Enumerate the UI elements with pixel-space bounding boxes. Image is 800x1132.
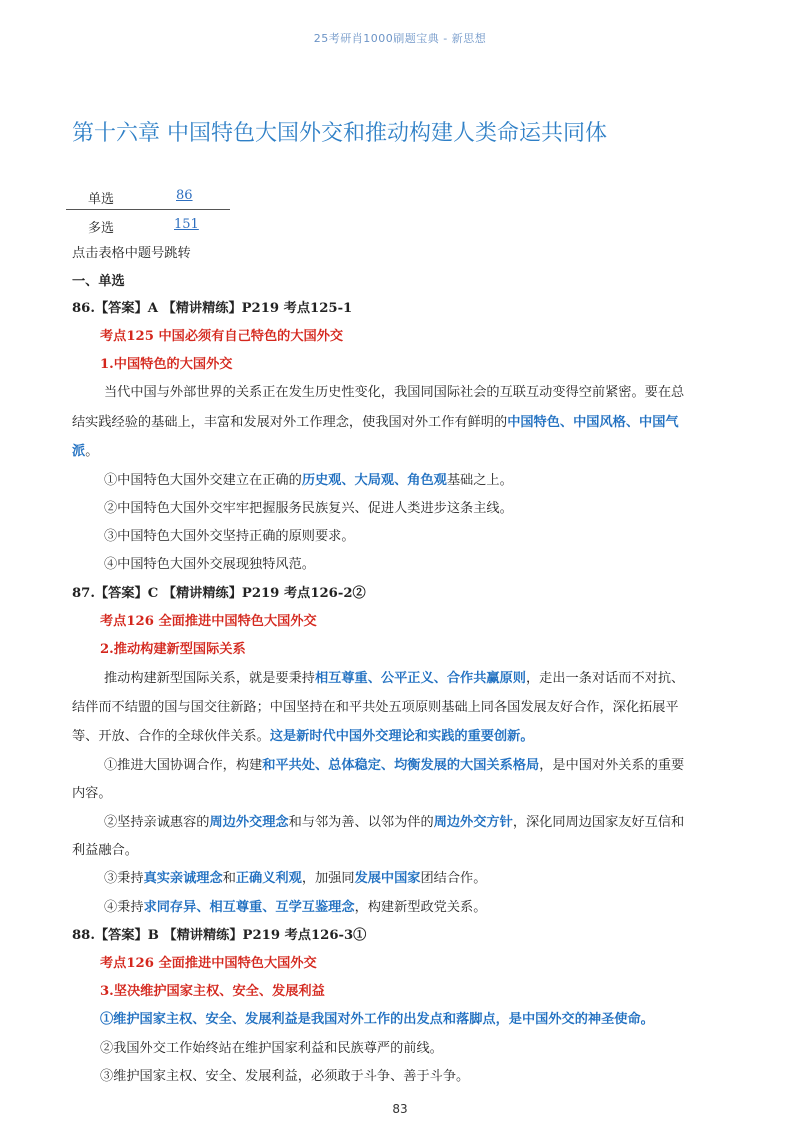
- highlight: 中国特色、中国风格、中国气: [507, 415, 679, 430]
- toc-label: 多选: [88, 221, 115, 236]
- section-heading: 一、单选: [72, 274, 125, 289]
- kaodian-title: 考点126 全面推进中国特色大国外交: [100, 956, 317, 971]
- list-item-highlight: ①维护国家主权、安全、发展利益是我国对外工作的出发点和落脚点，是中国外交的神圣使命。: [100, 1012, 654, 1027]
- list-item: ②中国特色大国外交牢牢把握服务民族复兴、促进人类进步这条主线。: [104, 501, 513, 516]
- answer-heading-88: 88.【答案】B 【精讲精练】P219 考点126-3①: [72, 928, 367, 943]
- paragraph-line: 结伴而不结盟的国与国交往新路；中国坚持在和平共处五项原则基础上同各国发展友好合作，深化拓展平: [72, 700, 679, 715]
- list-item: ④中国特色大国外交展现独特风范。: [104, 557, 315, 572]
- list-item: ①中国特色大国外交建立在正确的历史观、大局观、角色观基础之上。: [104, 473, 513, 488]
- highlight: 求同存异、相互尊重、互学互鉴理念: [143, 900, 355, 915]
- list-item: ①推进大国协调合作，构建和平共处、总体稳定、均衡发展的大国关系格局，是中国对外关系的重要: [104, 758, 685, 773]
- highlight: 正确义利观: [235, 871, 302, 886]
- subheading: 2.推动构建新型国际关系: [100, 642, 246, 657]
- answer-heading-87: 87.【答案】C 【精讲精练】P219 考点126-2②: [72, 586, 366, 601]
- paragraph-line: 当代中国与外部世界的关系正在发生历史性变化，我国同国际社会的互联互动变得空前紧密。要在总: [104, 385, 685, 400]
- paragraph-line: 推动构建新型国际关系，就是要秉持相互尊重、公平正义、合作共赢原则，走出一条对话而不对抗、: [104, 671, 685, 686]
- toc-label: 单选: [88, 192, 115, 207]
- subheading: 1.中国特色的大国外交: [100, 357, 233, 372]
- highlight: 相互尊重、公平正义、合作共赢原则: [315, 671, 526, 686]
- kaodian-title: 考点125 中国必须有自己特色的大国外交: [100, 329, 344, 344]
- chapter-title: 第十六章 中国特色大国外交和推动构建人类命运共同体: [72, 121, 607, 146]
- list-item: ③中国特色大国外交坚持正确的原则要求。: [104, 529, 355, 544]
- highlight: 周边外交理念: [209, 815, 289, 830]
- highlight: 和平共处、总体稳定、均衡发展的大国关系格局: [262, 758, 540, 773]
- list-item-continued: 利益融合。: [72, 843, 138, 858]
- highlight: 历史观、大局观、角色观: [301, 473, 447, 488]
- toc-link-single[interactable]: 86: [176, 188, 193, 203]
- paragraph-line: 派。: [72, 444, 99, 459]
- kaodian-title: 考点126 全面推进中国特色大国外交: [100, 614, 317, 629]
- toc-hint: 点击表格中题号跳转: [72, 246, 191, 261]
- highlight: 派: [72, 444, 86, 459]
- toc-divider: [66, 209, 230, 210]
- paragraph-line: 结实践经验的基础上，丰富和发展对外工作理念，使我国对外工作有鲜明的中国特色、中国风格、中国气: [72, 415, 679, 430]
- highlight: 这是新时代中国外交理论和实践的重要创新。: [269, 729, 534, 744]
- answer-heading-86: 86.【答案】A 【精讲精练】P219 考点125-1: [72, 301, 353, 316]
- list-item: ②我国外交工作始终站在维护国家利益和民族尊严的前线。: [100, 1041, 443, 1056]
- page-number: 83: [392, 1102, 408, 1116]
- paragraph-line: 等、开放、合作的全球伙伴关系。这是新时代中国外交理论和实践的重要创新。: [72, 729, 534, 744]
- list-item: ②坚持亲诚惠容的周边外交理念和与邻为善、以邻为伴的周边外交方针，深化同周边国家友好互信和: [104, 815, 685, 830]
- subheading: 3.坚决维护国家主权、安全、发展利益: [100, 984, 325, 999]
- list-item: ④秉持求同存异、相互尊重、互学互鉴理念，构建新型政党关系。: [104, 900, 487, 915]
- highlight: 真实亲诚理念: [143, 871, 223, 886]
- list-item: ③维护国家主权、安全、发展利益，必须敢于斗争、善于斗争。: [100, 1069, 470, 1084]
- list-item-continued: 内容。: [72, 786, 112, 801]
- highlight: 发展中国家: [354, 871, 421, 886]
- highlight: 周边外交方针: [433, 815, 513, 830]
- list-item: ③秉持真实亲诚理念和正确义利观，加强同发展中国家团结合作。: [104, 871, 487, 886]
- toc-link-multi[interactable]: 151: [174, 217, 199, 232]
- running-header: 25考研肖1000刷题宝典 - 新思想: [313, 32, 487, 45]
